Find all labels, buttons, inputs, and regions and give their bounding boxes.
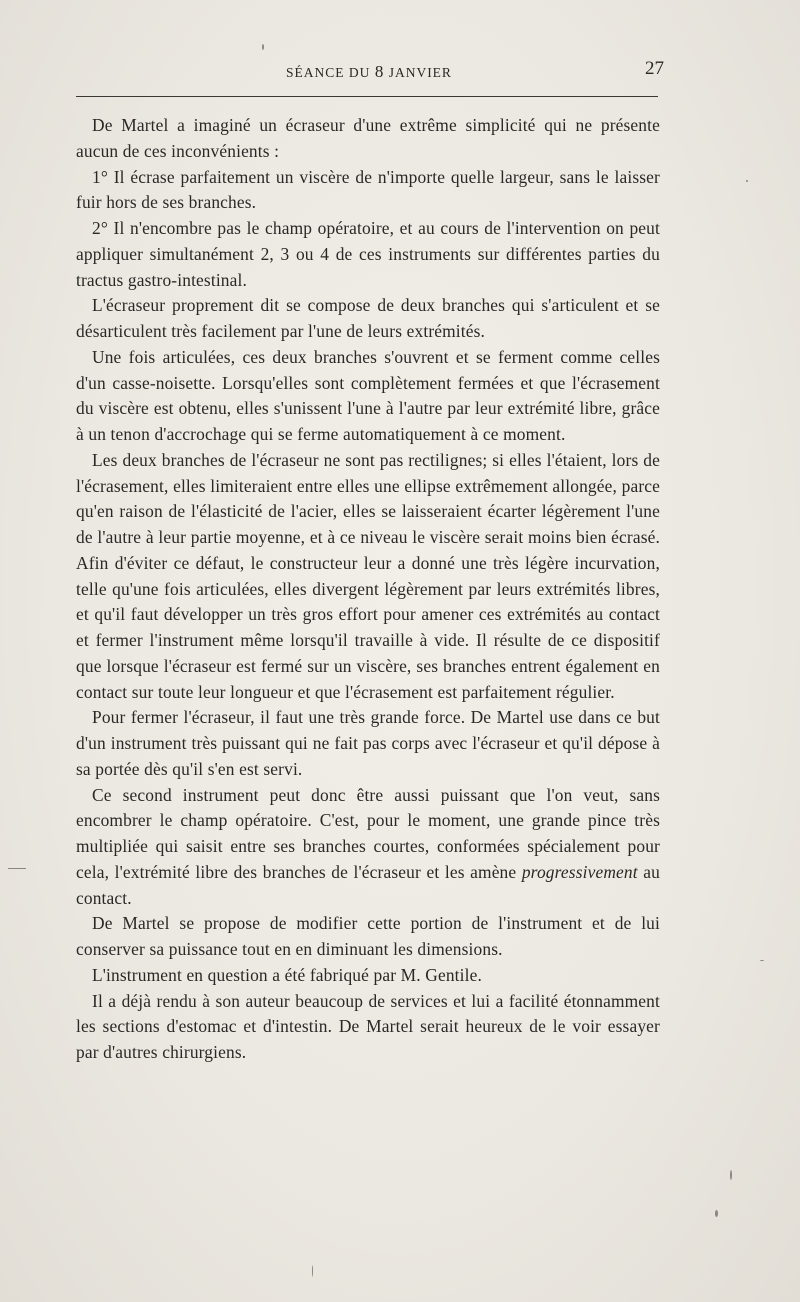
running-head-day: 8	[374, 62, 385, 81]
paragraph-conclusion: Il a déjà rendu à son auteur beaucoup de services et lui a facilité étonnamment les sections d'estomac et d'intestin. De Martel serait heureux de le voir essayer par d'autres chirurgiens.	[76, 990, 660, 1062]
running-head	[76, 62, 662, 82]
running-head-prefix: SÉANCE DU	[286, 65, 375, 80]
paragraph-maker: L'instrument en question a été fabriqué par M. Gentile.	[92, 964, 482, 985]
running-head-suffix: JANVIER	[384, 65, 452, 80]
paragraph-branches: Les deux branches de l'écraseur ne sont pas rectilignes; si elles l'étaient, lors de l'écrasement, elles limiteraient entre elles une ellipse extrêmement allongée, parce qu'en raison de l'élasticité de l'acier, elles se laisseraient écarter légèrement l'une de l'autre à leur partie moyenne, et à ce niveau le viscère serait moins bien écrasé. Afin d'éviter ce défaut, le constructeur leur a donné une très légère incurvation, telle qu'une fois articulées, elles divergent légèrement par leurs extrémités libres, et qu'il faut développer un très gros effort pour amener ces extrémités au contact et fermer l'instrument même lorsqu'il travaille à vide. Il résulte de ce dispositif que lorsque l'écraseur est fermé sur un viscère, ses branches entrent également en contact sur toute leur longueur et que l'écrasement est parfaitement régulier.	[76, 449, 660, 702]
page-number: 27	[645, 58, 664, 79]
paragraph-modification: De Martel se propose de modifier cette portion de l'instrument et de lui conserver sa puissance tout en en diminuant les dimensions.	[76, 913, 660, 959]
paper-speck	[760, 960, 764, 961]
paper-speck	[312, 1265, 313, 1277]
page-header	[76, 58, 662, 88]
second-instrument-text: Ce second instrument peut donc être aussi puissant que l'on veut, sans encombrer le champ opératoire. C'est, pour le moment, une grande pince très multipliée qui saisit entre ses branches courtes, conformées spécialement pour cela, l'extrémité libre des branches de l'écraseur et les amène	[76, 784, 660, 882]
after-italic-text: au contact.	[76, 861, 660, 908]
paragraph-second-instrument	[76, 783, 660, 912]
paragraph-structure: L'écraseur proprement dit se compose de deux branches qui s'articulent et se désarticulent très facilement par l'une de leurs extrémités.	[76, 295, 660, 341]
paper-speck	[8, 868, 26, 869]
italic-progressivement: progressivement	[521, 861, 638, 882]
paragraph-articulation: Une fois articulées, ces deux branches s'ouvrent et se ferment comme celles d'un casse-noisette. Lorsqu'elles sont complètement fermées et que l'écrasement du viscère est obtenu, elles s'unissent l'une à l'autre par leur extrémité libre, grâce à un tenon d'accrochage qui se ferme automatiquement à ce moment.	[76, 346, 660, 444]
paper-speck	[262, 44, 264, 50]
paragraph-point-1: 1° Il écrase parfaitement un viscère de n'importe quelle largeur, sans le laisser fuir hors de ses branches.	[76, 166, 660, 213]
paper-speck	[746, 180, 748, 182]
paragraph-closing-force: Pour fermer l'écraseur, il faut une très grande force. De Martel use dans ce but d'un instrument très puissant qui ne fait pas corps avec l'écraseur et qu'il dépose à sa portée dès qu'il s'en est servi.	[76, 707, 660, 779]
paper-speck	[715, 1210, 718, 1217]
body-text	[76, 113, 660, 1066]
paragraph-intro: De Martel a imaginé un écraseur d'une extrême simplicité qui ne présente aucun de ces inconvénients :	[76, 115, 660, 161]
paper-speck	[730, 1170, 732, 1180]
header-rule	[76, 96, 658, 97]
paragraph-point-2: 2° Il n'encombre pas le champ opératoire, et au cours de l'intervention on peut appliquer simultanément 2, 3 ou 4 de ces instruments sur différentes parties du tractus gastro-intestinal.	[76, 218, 660, 290]
